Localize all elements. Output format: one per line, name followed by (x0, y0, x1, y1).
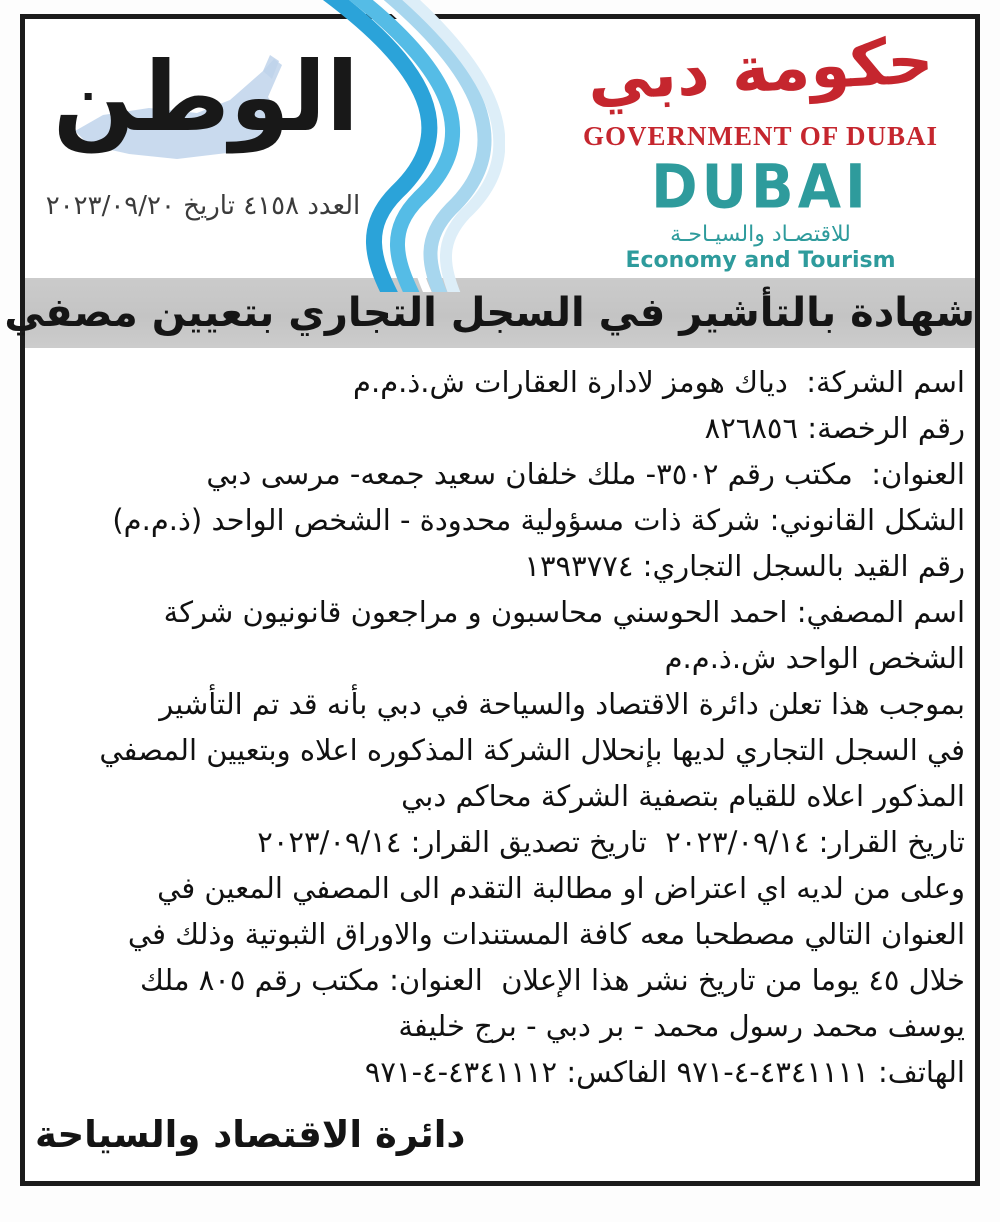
objection-line-3: خلال ٤٥ يوما من تاريخ نشر هذا الإعلان العنوان: مكتب رقم ٨٠٥ ملك (139, 963, 965, 997)
decision-dates-line: تاريخ القرار: ٢٠٢٣/٠٩/١٤ تاريخ تصديق القرار: ٢٠٢٣/٠٩/١٤ (257, 825, 965, 859)
legal-form-line: الشكل القانوني: شركة ذات مسؤولية محدودة - الشخص الواحد (ذ.م.م) (112, 503, 965, 537)
gov-dubai-calligraphy: حكومة دبي (585, 24, 936, 116)
government-of-dubai-logo (553, 21, 968, 273)
declaration-line-1: بموجب هذا تعلن دائرة الاقتصاد والسياحة في دبي بأنه قد تم التأشير (159, 687, 965, 721)
liquidator-name-line: اسم المصفي: احمد الحوسني محاسبون و مراجعون قانونيون شركة (163, 595, 965, 629)
objection-line-1: وعلى من لديه اي اعتراض او مطالبة التقدم الى المصفي المعين في (157, 871, 965, 905)
liquidator-address-line: يوسف محمد رسول محمد - بر دبي - برج خليفة (398, 1009, 965, 1043)
notice-body (33, 359, 965, 1095)
registry-number-line: رقم القيد بالسجل التجاري: ١٣٩٣٧٧٤ (524, 549, 965, 583)
company-name-line: اسم الشركة: دياك هومز لادارة العقارات ش.ذ.م.م (353, 365, 965, 399)
newspaper-logo: الوطن (53, 41, 359, 153)
phone-fax-line: الهاتف: ٤٣٤١١١١-٤-٩٧١ الفاكس: ٤٣٤١١١٢-٤-٩٧١ (364, 1055, 965, 1089)
objection-line-2: العنوان التالي مصطحبا معه كافة المستندات والاوراق الثبوتية وذلك في (127, 917, 965, 951)
address-line: العنوان: مكتب رقم ٣٥٠٢- ملك خلفان سعيد جمعه- مرسى دبي (206, 457, 965, 491)
department-signature: دائرة الاقتصاد والسياحة (35, 1113, 466, 1156)
government-of-dubai-text: GOVERNMENT OF DUBAI (582, 121, 939, 151)
economy-tourism-arabic: للاقتصـاد والسيـاحـة (670, 222, 851, 247)
blue-wave-decoration-icon (297, 0, 505, 292)
liquidator-name-line-2: الشخص الواحد ش.ذ.م.م (664, 641, 965, 675)
economy-tourism-english: Economy and Tourism (625, 248, 896, 273)
notice-title: شهادة بالتأشير في السجل التجاري بتعيين مصفي (4, 290, 975, 336)
declaration-line-2: في السجل التجاري لديها بإنحلال الشركة المذكوره اعلاه وبتعيين المصفي (99, 733, 965, 767)
license-number-line: رقم الرخصة: ٨٢٦٨٥٦ (704, 411, 965, 445)
dubai-wordmark-icon: DUBAI (651, 152, 870, 223)
declaration-line-3: المذكور اعلاه للقيام بتصفية الشركة محاكم دبي (401, 779, 965, 813)
issue-date-line: العدد ٤١٥٨ تاريخ ٢٠٢٣/٠٩/٢٠ (45, 191, 361, 221)
